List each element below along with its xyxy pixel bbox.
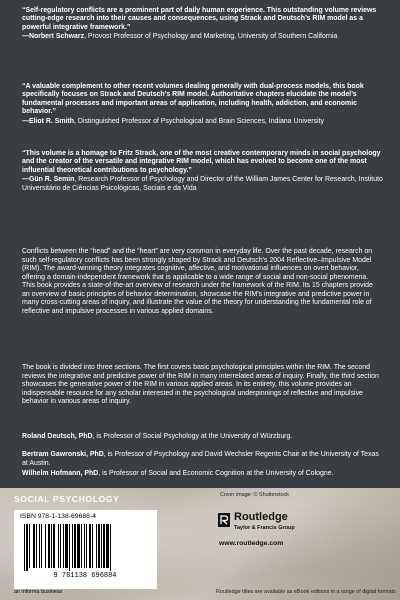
endorser-affiliation: , Research Professor of Psychology and Director of the William James Center for Research, Instituto Universitário de Ciências Psicológicas, Sociais e da Vida bbox=[22, 176, 383, 192]
author-bio-2 bbox=[22, 451, 382, 468]
routledge-logo-icon bbox=[218, 513, 230, 527]
endorser-name: —Eliot R. Smith bbox=[22, 117, 75, 125]
cover-credit: Cover image: © Shutterstock bbox=[220, 492, 289, 498]
endorser-affiliation: , Provost Professor of Psychology and Marketing, University of Southern California bbox=[84, 33, 338, 41]
endorser-affiliation: , Distinguished Professor of Psychological and Brain Sciences, Indiana University bbox=[74, 117, 324, 125]
endorser-name: —Norbert Schwarz bbox=[22, 33, 85, 41]
author-bio-3 bbox=[22, 470, 382, 479]
endorsement-attribution bbox=[22, 33, 384, 41]
barcode-icon bbox=[20, 523, 150, 579]
endorsement-2 bbox=[22, 83, 384, 126]
endorsement-1 bbox=[22, 7, 384, 42]
publisher-group: Taylor & Francis Group bbox=[234, 525, 295, 531]
description-paragraph-1: Conflicts between the “head” and the “heart” are very common in everyday life. Over the past decade, research on such self-regulatory conflicts has been strongly shaped by Strack and Deutsch’s 2004 Reflective–Impulsive Model (RIM). The award-winning theory integrates cognitive, affective, and motivational influences on overt behavior, offering a domain-independent framework that is applicable to a wide range of social and non-social phenomena. This book provides a state-of-the-art overview of research under the framework of the RIM. Its 15 chapters provide an overview of basic principles of behavior determination, showcase the RIM’s integrative and predictive power in many cross-cutting areas of inquiry, and illustrate the value of the theory for understanding the fundamental role of reflective and impulsive processes in various applied domains. bbox=[22, 248, 373, 315]
isbn-text: ISBN 978-1-138-69688-4 bbox=[20, 513, 96, 520]
author-bio-1 bbox=[22, 433, 382, 442]
stone-footer bbox=[0, 488, 400, 600]
informa-text: an informa business bbox=[14, 589, 63, 595]
publisher-url[interactable]: www.routledge.com bbox=[219, 540, 284, 547]
endorsement-quote: “This volume is a homage to Fritz Strack, one of the most creative contemporary minds in social psychology and the creator of the versatile and integrative RIM model, which has evolved to become one of the most influential theoretical contributions to psychology.” bbox=[22, 150, 381, 174]
endorser-name: —Gün R. Semin bbox=[22, 176, 75, 184]
author-bio: , is Professor of Psychology and David Wechsler Regents Chair at the University of Texas at Austin. bbox=[22, 451, 379, 467]
author-bio: , is Professor of Social Psychology at the University of Würzburg. bbox=[92, 433, 293, 440]
barcode-number: 9 781138 696884 bbox=[53, 572, 117, 579]
endorsement-attribution bbox=[22, 118, 384, 126]
ebook-note: Routledge titles are available as eBook editions in a range of digital formats bbox=[216, 589, 396, 595]
publisher-name: Routledge bbox=[234, 511, 288, 523]
endorsement-3 bbox=[22, 150, 384, 193]
endorsement-quote: “Self-regulatory conflicts are a prominent part of daily human experience. This outstanding volume reviews cutting-edge research into their causes and consequences, using Strack and Deutsch’s RIM model as a powerful integrative framework.” bbox=[22, 7, 377, 31]
endorsement-attribution bbox=[22, 176, 384, 193]
series-label: SOCIAL PSYCHOLOGY bbox=[14, 494, 120, 504]
author-name: Wilhelm Hofmann, PhD bbox=[22, 470, 99, 477]
author-bio: , is Professor of Social and Economic Cognition at the University of Cologne. bbox=[98, 470, 334, 477]
description-paragraph-2: The book is divided into three sections. The first covers basic psychological principles within the RIM. The second reviews the integrative and predictive power of the RIM in many interrelated areas of inquiry. Finally, the third section showcases the generative power of the RIM in various applied areas. In its entirety, this volume provides an indispensable resource for any scholar interested in the psychological underpinnings of reflective and impulsive behavior in various areas of inquiry. bbox=[22, 364, 379, 405]
author-name: Roland Deutsch, PhD bbox=[22, 433, 93, 440]
author-name: Bertram Gawronski, PhD bbox=[22, 451, 104, 458]
barcode-box bbox=[14, 510, 157, 589]
endorsement-quote: “A valuable complement to other recent volumes dealing generally with dual-process models, this book specifically focuses on Strack and Deutsch’s RIM model. Authoritative chapters elucidate the model’s fundamental processes and important areas of application, including health, addiction, and economic behavior.” bbox=[22, 83, 364, 116]
